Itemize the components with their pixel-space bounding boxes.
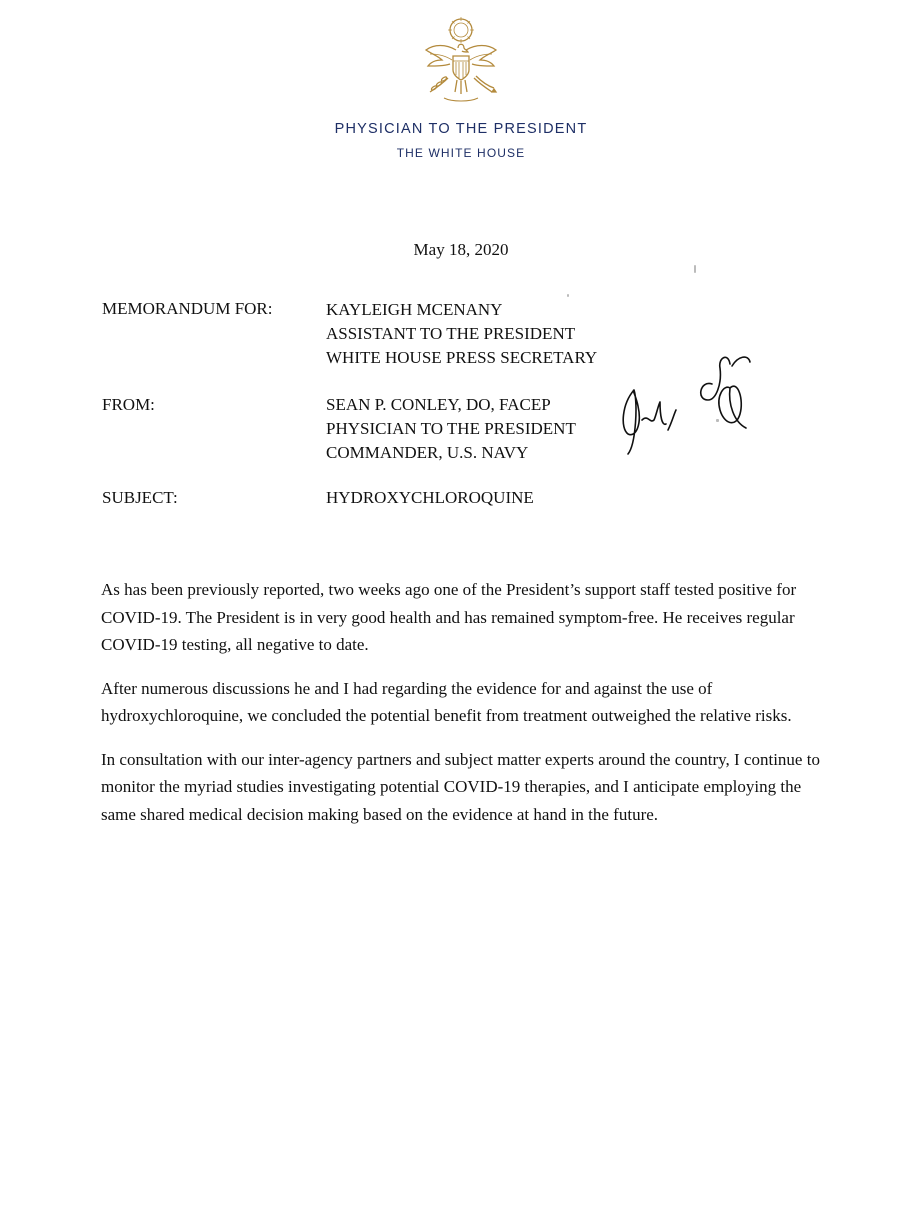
memo-from-label: FROM: (102, 395, 155, 414)
memo-date: May 18, 2020 (413, 240, 509, 259)
handwritten-signature (612, 344, 762, 464)
memo-to-label: MEMORANDUM FOR: (102, 299, 273, 318)
scan-speck (694, 265, 696, 273)
memo-subject-label: SUBJECT: (102, 488, 178, 507)
letterhead-subtitle: THE WHITE HOUSE (396, 146, 526, 160)
memo-paragraph: After numerous discussions he and I had regarding the evidence for and against the use of hydroxychloroquine, we concluded the potential benefit from treatment outweighed the relative risks. (101, 678, 792, 725)
presidential-seal-icon (418, 14, 504, 106)
memo-body (101, 576, 826, 844)
memo-from-block (326, 393, 576, 465)
memo-to-line: ASSISTANT TO THE PRESIDENT (326, 324, 576, 343)
memo-to-line: KAYLEIGH MCENANY (326, 300, 503, 319)
letterhead-title: PHYSICIAN TO THE PRESIDENT (334, 121, 588, 137)
scan-speck (567, 294, 569, 297)
memo-to-block (326, 298, 597, 370)
memo-from-line: PHYSICIAN TO THE PRESIDENT (326, 419, 576, 438)
memo-from-line: SEAN P. CONLEY, DO, FACEP (326, 395, 551, 414)
memo-subject: HYDROXYCHLOROQUINE (326, 488, 534, 507)
memo-paragraph: As has been previously reported, two weeks ago one of the President’s support staff tested positive for COVID-19. The President is in very good health and has remained symptom-free. He receives regular COVID-19 testing, all negative to date. (101, 580, 797, 654)
memo-to-line: WHITE HOUSE PRESS SECRETARY (326, 348, 598, 367)
memo-paragraph: In consultation with our inter-agency partners and subject matter experts around the country, I continue to monitor the myriad studies investigating potential COVID-19 therapies, and I anticipate employing the same shared medical decision making based on the evidence at hand in the future. (101, 749, 820, 824)
scan-speck (716, 419, 719, 422)
memo-from-line: COMMANDER, U.S. NAVY (326, 443, 529, 462)
